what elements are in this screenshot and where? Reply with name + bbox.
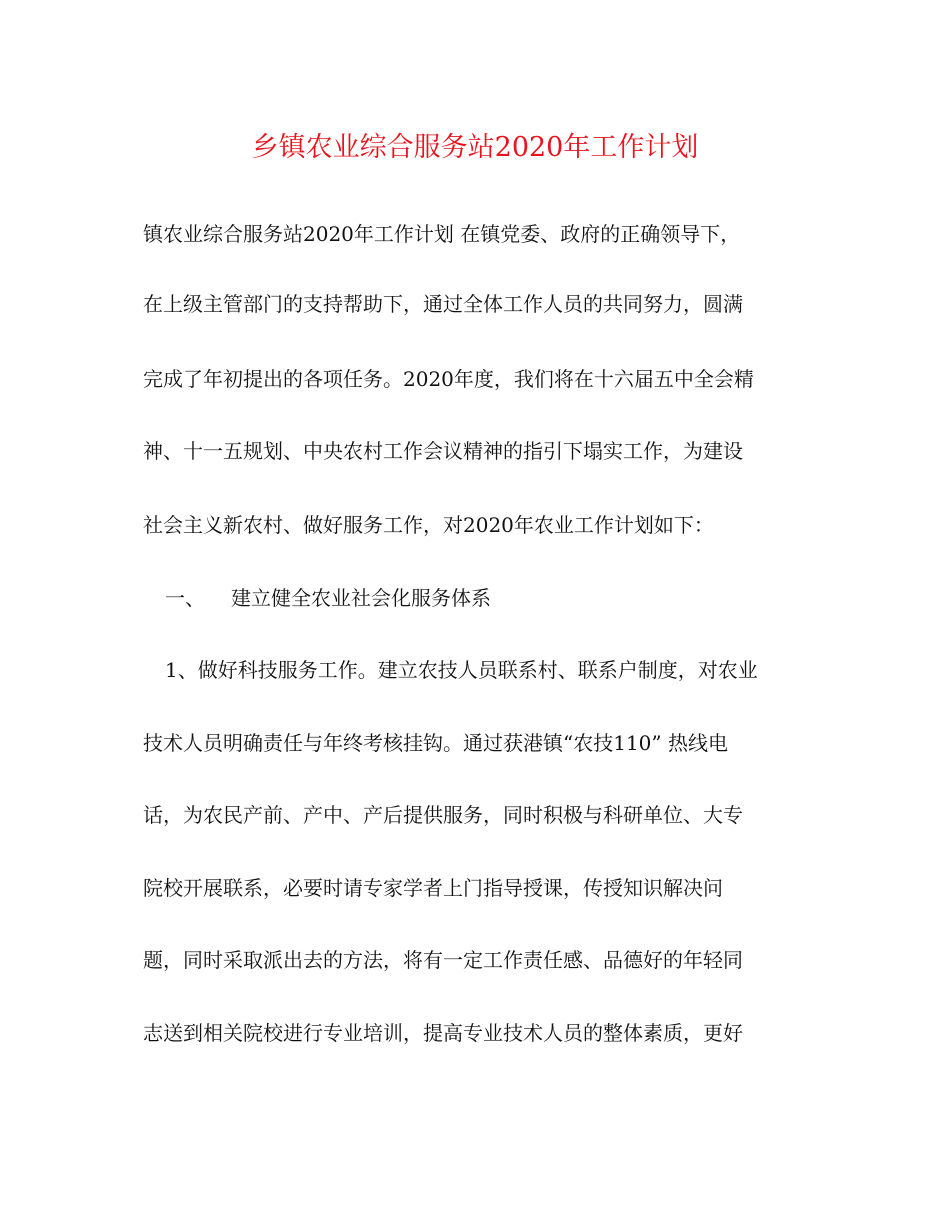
paragraph-line: 1、做好科技服务工作。建立农技人员联系村、联系户制度，对农业 [165,658,758,682]
paragraph-line: 完成了年初提出的各项任务。2020年度，我们将在十六届五中全会精 [143,367,754,391]
paragraph-line: 技术人员明确责任与年终考核挂钩。通过获港镇“农技110” 热线电 [143,731,728,755]
paragraph-line: 题，同时采取派出去的方法，将有一定工作责任感、品德好的年轻同 [143,948,743,972]
section-heading-number: 一、 [165,586,205,610]
section-heading [165,583,491,613]
paragraph-line: 志送到相关院校进行专业培训，提高专业技术人员的整体素质，更好 [143,1021,743,1045]
section-heading-text: 建立健全农业社会化服务体系 [231,586,491,610]
paragraph-line: 镇农业综合服务站2020年工作计划 在镇党委、政府的正确领导下， [143,222,741,246]
paragraph-line: 神、十一五规划、中央农村工作会议精神的指引下塌实工作，为建设 [143,439,743,463]
paragraph-line: 院校开展联系，必要时请专家学者上门指导授课，传授知识解决问 [143,876,723,900]
paragraph-line: 在上级主管部门的支持帮助下，通过全体工作人员的共同努力，圆满 [143,292,743,316]
paragraph-line: 社会主义新农村、做好服务工作，对2020年农业工作计划如下： [143,513,714,537]
paragraph-line: 话，为农民产前、产中、产后提供服务，同时积极与科研单位、大专 [143,803,743,827]
document-title: 乡镇农业综合服务站2020年工作计划 [251,132,699,163]
